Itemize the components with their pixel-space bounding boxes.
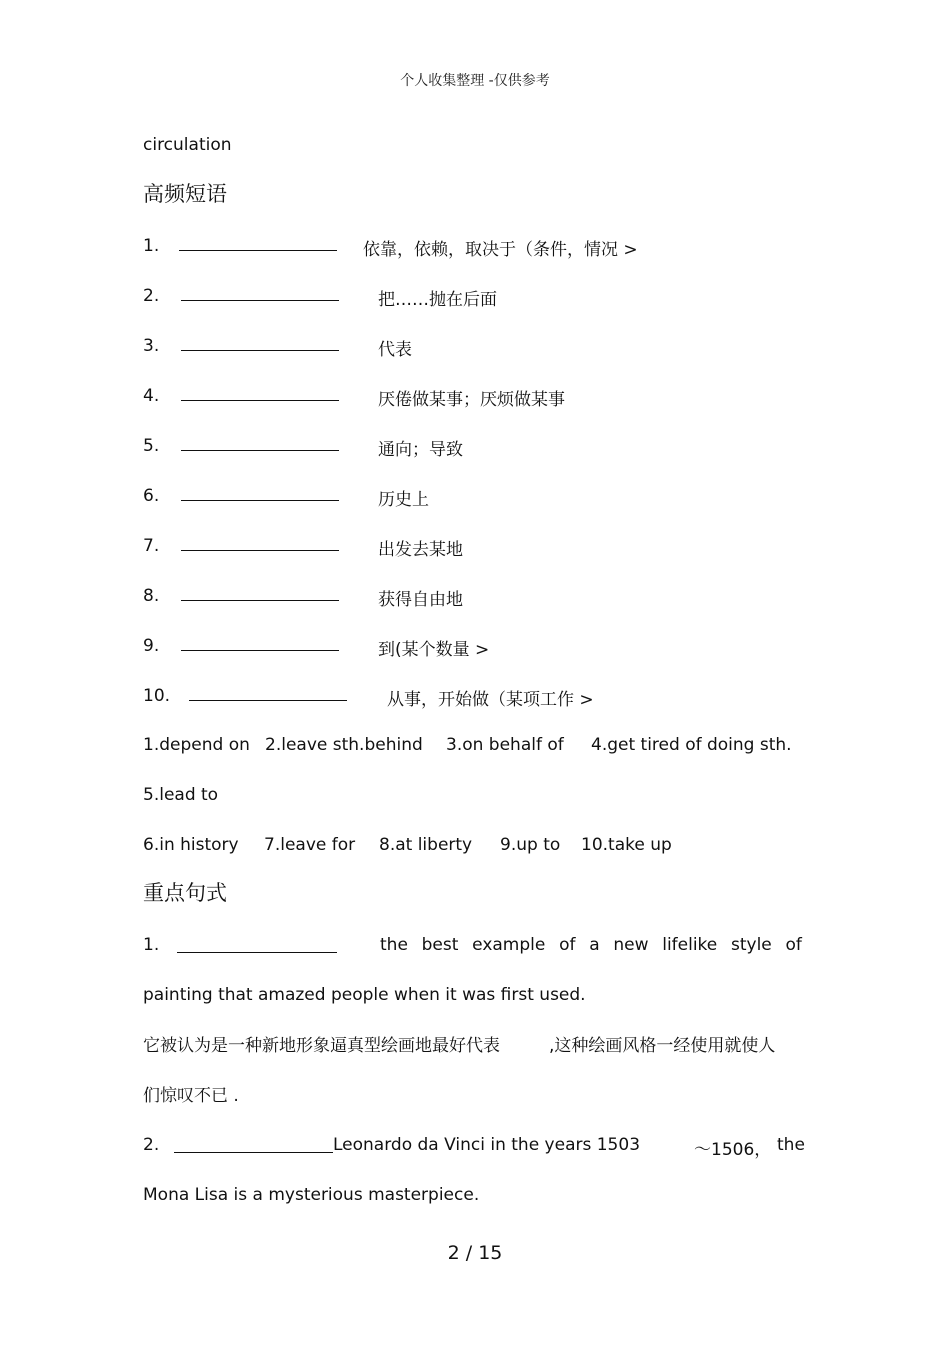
sentence2-text-c: the	[777, 1135, 805, 1155]
sentence2-text-b: ～1506，	[694, 1140, 772, 1160]
phrase-meaning: 获得自由地	[378, 590, 463, 610]
answer-5: 5.lead to	[143, 785, 219, 805]
sentence2-text: Leonardo da Vinci in the years 1503	[333, 1135, 641, 1155]
phrase-meaning: 历史上	[378, 490, 429, 510]
sentence1-line2: painting that amazed people when it was first used.	[143, 985, 586, 1005]
sentence1-word: of	[559, 935, 576, 955]
answer-3: 3.on behalf of	[446, 735, 564, 755]
phrase-meaning: 厌倦做某事；厌烦做某事	[378, 390, 565, 410]
answer-6: 6.in history	[143, 835, 239, 855]
phrase-meaning: 从事，开始做（某项工作 >	[387, 690, 594, 710]
section-title-phrases: 高频短语	[143, 182, 227, 206]
answer-blank	[181, 385, 339, 401]
sentence1-chinese-line2: 们惊叹不已 .	[143, 1086, 239, 1106]
phrase-row-4	[143, 385, 565, 410]
sentence1-word: new	[613, 935, 649, 955]
sentence2-line2: Mona Lisa is a mysterious masterpiece.	[143, 1185, 480, 1205]
answer-blank	[181, 635, 339, 651]
phrase-meaning: 出发去某地	[378, 540, 463, 560]
answer-7: 7.leave for	[264, 835, 356, 855]
phrase-number: 3.	[143, 336, 160, 356]
phrase-number: 2.	[143, 286, 160, 306]
sentence1-word: of	[785, 935, 802, 955]
phrase-number: 4.	[143, 386, 160, 406]
answer-blank	[179, 235, 337, 251]
sentence1-word: example	[472, 935, 546, 955]
phrase-row-9	[143, 635, 490, 660]
phrase-number: 5.	[143, 436, 160, 456]
answer-8: 8.at liberty	[379, 835, 473, 855]
answer-blank	[181, 335, 339, 351]
sentence1-word: style	[731, 935, 772, 955]
sentence1-chinese-line1: 它被认为是一种新地形象逼真型绘画地最好代表	[143, 1036, 500, 1056]
answer-10: 10.take up	[581, 835, 672, 855]
section-title-sentences: 重点句式	[143, 881, 227, 905]
sentence1-words	[380, 935, 802, 955]
phrase-row-8	[143, 585, 463, 610]
phrase-number: 1.	[143, 236, 160, 256]
phrase-row-2	[143, 285, 497, 310]
phrase-meaning: 把……抛在后面	[378, 290, 497, 310]
answer-9: 9.up to	[500, 835, 561, 855]
phrase-row-1	[143, 235, 638, 260]
answer-4: 4.get tired of doing sth.	[591, 735, 792, 755]
answer-blank	[181, 585, 339, 601]
phrase-number: 6.	[143, 486, 160, 506]
sentence1-chinese-line1b: ,这种绘画风格一经使用就使人	[549, 1036, 776, 1056]
sentence1-word: best	[421, 935, 459, 955]
phrase-meaning: 通向；导致	[378, 440, 463, 460]
page-number: 2 / 15	[447, 1242, 503, 1264]
sentence1-word: lifelike	[662, 935, 718, 955]
phrase-row-6	[143, 485, 429, 510]
answer-blank	[181, 285, 339, 301]
phrase-meaning: 代表	[378, 340, 412, 360]
sentence1-word: a	[589, 935, 600, 955]
answer-blank	[181, 535, 339, 551]
phrase-number: 10.	[143, 686, 171, 706]
sentence2-blank	[174, 1137, 333, 1153]
answer-blank	[181, 485, 339, 501]
answer-2: 2.leave sth.behind	[265, 735, 423, 755]
answer-1: 1.depend on	[143, 735, 250, 755]
phrase-number: 9.	[143, 636, 160, 656]
sentence1-blank	[177, 937, 337, 953]
phrase-number: 8.	[143, 586, 160, 606]
phrase-row-3	[143, 335, 412, 360]
phrase-number: 7.	[143, 536, 160, 556]
answer-blank	[181, 435, 339, 451]
phrase-row-7	[143, 535, 463, 560]
sentence1-word: the	[380, 935, 408, 955]
phrase-meaning: 到(某个数量 >	[378, 640, 490, 660]
phrase-row-5	[143, 435, 463, 460]
sentence2-number: 2.	[143, 1135, 160, 1155]
answer-blank	[189, 685, 347, 701]
phrase-meaning: 依靠，依赖，取决于（条件，情况 >	[363, 240, 638, 260]
phrase-row-10	[143, 685, 594, 710]
intro-word: circulation	[143, 135, 232, 155]
page-header: 个人收集整理 -仅供参考	[400, 73, 550, 89]
sentence1-number: 1.	[143, 935, 160, 955]
